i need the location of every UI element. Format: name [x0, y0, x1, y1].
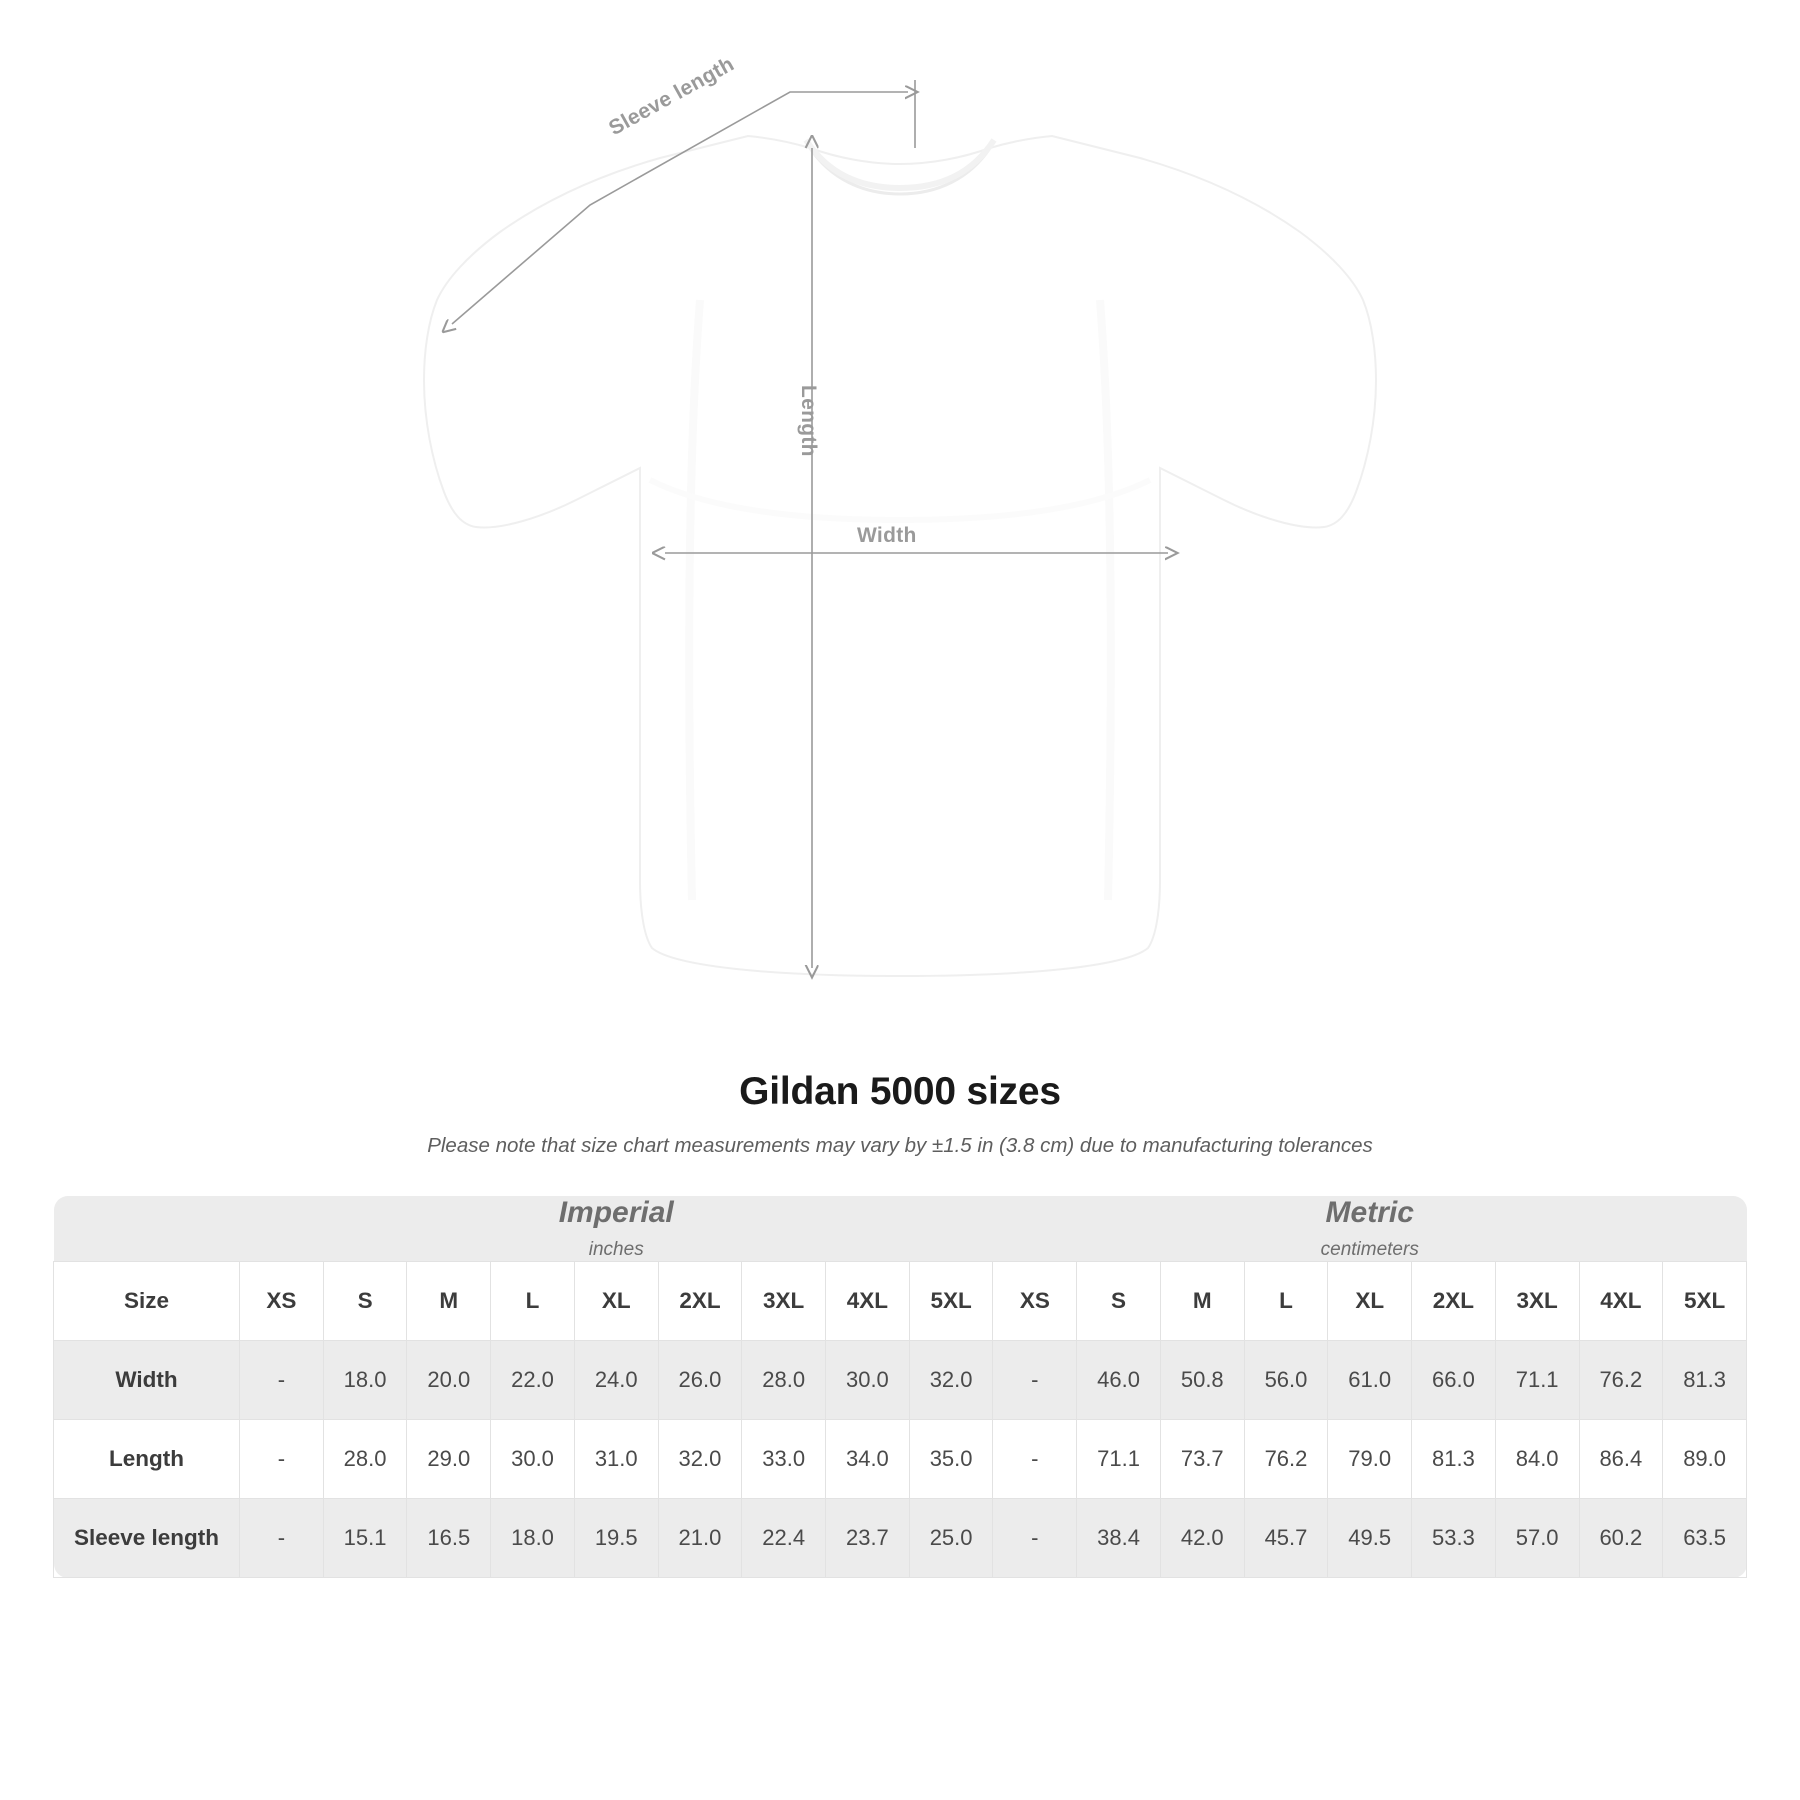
width-label: Width [857, 524, 917, 547]
col-header-metric-2xl: 2XL [1412, 1262, 1496, 1341]
col-header-imperial-5xl: 5XL [909, 1262, 993, 1341]
sleeve-imperial-4xl: 23.7 [826, 1499, 910, 1578]
sleeve-imperial-xl: 19.5 [574, 1499, 658, 1578]
width-metric-l: 56.0 [1244, 1341, 1328, 1420]
size-header-row [54, 1262, 1747, 1341]
width-imperial-3xl: 28.0 [742, 1341, 826, 1420]
col-header-imperial-4xl: 4XL [826, 1262, 910, 1341]
col-header-metric-xs: XS [993, 1262, 1077, 1341]
width-imperial-xs: - [240, 1341, 324, 1420]
length-metric-2xl: 81.3 [1412, 1420, 1496, 1499]
size-table [53, 1196, 1747, 1578]
length-metric-m: 73.7 [1160, 1420, 1244, 1499]
col-header-imperial-xs: XS [240, 1262, 324, 1341]
unit-metric-cell [993, 1196, 1747, 1262]
width-metric-m: 50.8 [1160, 1341, 1244, 1420]
col-header-metric-l: L [1244, 1262, 1328, 1341]
row-label-length: Length [54, 1420, 240, 1499]
length-imperial-3xl: 33.0 [742, 1420, 826, 1499]
length-metric-4xl: 86.4 [1579, 1420, 1663, 1499]
col-header-metric-xl: XL [1328, 1262, 1412, 1341]
sleeve-metric-l: 45.7 [1244, 1499, 1328, 1578]
width-imperial-4xl: 30.0 [826, 1341, 910, 1420]
title-block [0, 1070, 1800, 1158]
col-header-metric-s: S [1077, 1262, 1161, 1341]
col-header-imperial-l: L [491, 1262, 575, 1341]
length-imperial-4xl: 34.0 [826, 1420, 910, 1499]
length-imperial-l: 30.0 [491, 1420, 575, 1499]
sleeve-metric-xl: 49.5 [1328, 1499, 1412, 1578]
size-header-label: Size [54, 1262, 240, 1341]
col-header-imperial-3xl: 3XL [742, 1262, 826, 1341]
length-metric-s: 71.1 [1077, 1420, 1161, 1499]
sleeve-imperial-l: 18.0 [491, 1499, 575, 1578]
sleeve-imperial-m: 16.5 [407, 1499, 491, 1578]
sleeve-imperial-xs: - [240, 1499, 324, 1578]
width-imperial-2xl: 26.0 [658, 1341, 742, 1420]
length-metric-5xl: 89.0 [1663, 1420, 1747, 1499]
length-imperial-s: 28.0 [323, 1420, 407, 1499]
page-title: Gildan 5000 sizes [739, 1070, 1061, 1113]
sleeve-imperial-5xl: 25.0 [909, 1499, 993, 1578]
col-header-metric-3xl: 3XL [1495, 1262, 1579, 1341]
width-metric-s: 46.0 [1077, 1341, 1161, 1420]
unit-spacer-cell [54, 1196, 240, 1262]
col-header-imperial-m: M [407, 1262, 491, 1341]
width-metric-3xl: 71.1 [1495, 1341, 1579, 1420]
width-imperial-5xl: 32.0 [909, 1341, 993, 1420]
sleeve-metric-s: 38.4 [1077, 1499, 1161, 1578]
sleeve-metric-4xl: 60.2 [1579, 1499, 1663, 1578]
table-row-width [54, 1341, 1747, 1420]
col-header-metric-4xl: 4XL [1579, 1262, 1663, 1341]
length-metric-xl: 79.0 [1328, 1420, 1412, 1499]
length-imperial-2xl: 32.0 [658, 1420, 742, 1499]
length-imperial-xl: 31.0 [574, 1420, 658, 1499]
sleeve-metric-2xl: 53.3 [1412, 1499, 1496, 1578]
col-header-imperial-2xl: 2XL [658, 1262, 742, 1341]
table-row-sleeve-length [54, 1499, 1747, 1578]
width-imperial-xl: 24.0 [574, 1341, 658, 1420]
length-imperial-m: 29.0 [407, 1420, 491, 1499]
width-imperial-l: 22.0 [491, 1341, 575, 1420]
width-imperial-s: 18.0 [323, 1341, 407, 1420]
tolerance-note: Please note that size chart measurements may vary by ±1.5 in (3.8 cm) due to manufacturing tolerances [427, 1134, 1373, 1157]
length-metric-l: 76.2 [1244, 1420, 1328, 1499]
sleeve-imperial-2xl: 21.0 [658, 1499, 742, 1578]
unit-metric-sub: centimeters [1320, 1239, 1419, 1260]
col-header-imperial-s: S [323, 1262, 407, 1341]
size-table-wrapper [53, 1196, 1747, 1578]
sleeve-metric-5xl: 63.5 [1663, 1499, 1747, 1578]
width-metric-xl: 61.0 [1328, 1341, 1412, 1420]
col-header-metric-m: M [1160, 1262, 1244, 1341]
sleeve-metric-3xl: 57.0 [1495, 1499, 1579, 1578]
length-metric-3xl: 84.0 [1495, 1420, 1579, 1499]
col-header-imperial-xl: XL [574, 1262, 658, 1341]
length-imperial-xs: - [240, 1420, 324, 1499]
sleeve-metric-m: 42.0 [1160, 1499, 1244, 1578]
sleeve-imperial-3xl: 22.4 [742, 1499, 826, 1578]
unit-header-row [54, 1196, 1747, 1262]
sleeve-length-label: Sleeve length [605, 52, 738, 141]
unit-imperial-sub: inches [588, 1239, 644, 1260]
tshirt-shape [424, 136, 1376, 976]
width-metric-2xl: 66.0 [1412, 1341, 1496, 1420]
width-metric-4xl: 76.2 [1579, 1341, 1663, 1420]
unit-imperial-cell [240, 1196, 993, 1262]
length-imperial-5xl: 35.0 [909, 1420, 993, 1499]
table-row-length [54, 1420, 1747, 1499]
sleeve-metric-xs: - [993, 1499, 1077, 1578]
row-label-width: Width [54, 1341, 240, 1420]
sleeve-imperial-s: 15.1 [323, 1499, 407, 1578]
length-metric-xs: - [993, 1420, 1077, 1499]
length-label: Length [797, 385, 820, 457]
width-metric-xs: - [993, 1341, 1077, 1420]
width-imperial-m: 20.0 [407, 1341, 491, 1420]
width-metric-5xl: 81.3 [1663, 1341, 1747, 1420]
unit-imperial-name: Imperial [558, 1196, 674, 1229]
unit-metric-name: Metric [1325, 1196, 1414, 1229]
row-label-sleeve-length: Sleeve length [54, 1499, 240, 1578]
col-header-metric-5xl: 5XL [1663, 1262, 1747, 1341]
